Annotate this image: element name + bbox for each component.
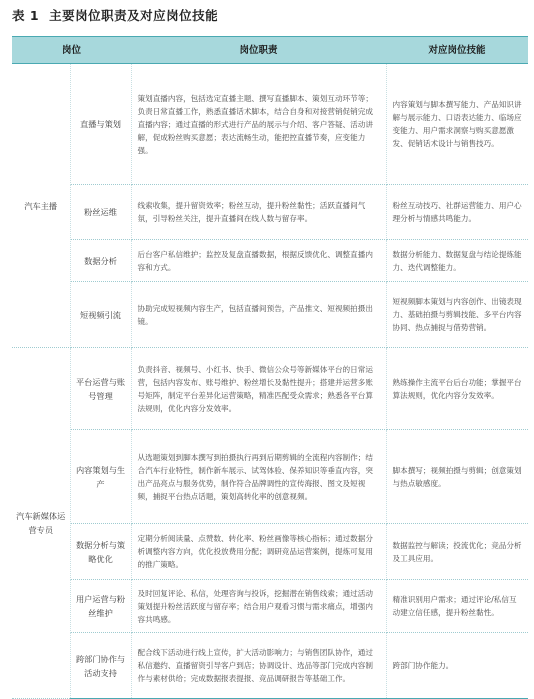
table-header-row (12, 37, 528, 64)
sub-position: 短视频引流 (70, 282, 131, 348)
sub-position: 粉丝运维 (70, 185, 131, 240)
header-duty: 岗位职责 (131, 37, 386, 64)
table-row (12, 185, 528, 240)
sub-position: 内容策划与生产 (70, 430, 131, 524)
duty-cell: 及时回复评论、私信，处理咨询与投诉，挖掘潜在销售线索；通过活动策划提升粉丝活跃度与留存率；结合用户观看习惯与需求痛点，增强内容共鸣感。 (131, 580, 386, 633)
sub-position: 跨部门协作与活动支持 (70, 633, 131, 699)
skill-cell: 熟练操作主流平台后台功能；掌握平台算法规则，优化内容分发效率。 (386, 348, 528, 430)
table-row (12, 240, 528, 282)
sub-position: 用户运营与粉丝维护 (70, 580, 131, 633)
table-row (12, 348, 528, 430)
skill-cell: 脚本撰写；视频拍摄与剪辑；创意策划与热点敏感度。 (386, 430, 528, 524)
group-name: 汽车主播 (12, 64, 70, 348)
table-title: 主要岗位职责及对应岗位技能 (49, 8, 219, 23)
skill-cell: 数据分析能力、数据复盘与结论提炼能力、迭代调整能力。 (386, 240, 528, 282)
table-row (12, 580, 528, 633)
table-row (12, 282, 528, 348)
duty-cell: 从选题策划到脚本撰写到拍摄执行再到后期剪辑的全流程内容制作；结合汽车行业特性，制作新车展示、试驾体验、保养知识等垂直内容，突出产品亮点与服务优势，制作符合品牌调性的宣传海报、图文及短视频，捕捉平台热点话题，策划高转化率的创意视频。 (131, 430, 386, 524)
sub-position: 数据分析 (70, 240, 131, 282)
group-name: 汽车新媒体运营专员 (12, 348, 70, 699)
table-row (12, 633, 528, 699)
sub-position: 平台运营与账号管理 (70, 348, 131, 430)
header-skill: 对应岗位技能 (386, 37, 528, 64)
sub-position: 直播与策划 (70, 64, 131, 185)
duty-cell: 负责抖音、视频号、小红书、快手、微信公众号等新媒体平台的日常运营，包括内容发布、账号维护、粉丝增长及黏性提升；搭建并运营多账号矩阵，制定平台差异化运营策略，精准匹配受众需求；熟悉各平台算法规则，优化内容分发效率。 (131, 348, 386, 430)
duty-cell: 协助完成短视频内容生产，包括直播间预告，产品推文、短视频拍摄出镜。 (131, 282, 386, 348)
duty-cell: 配合线下活动进行线上宣传，扩大活动影响力；与销售团队协作，通过私信邀约、直播留资引导客户到店；协调设计、选品等部门完成内容制作与素材供给；完成数据报表提报、竞品调研报告等基础工作。 (131, 633, 386, 699)
table-row (12, 524, 528, 580)
header-position: 岗位 (12, 37, 131, 64)
duty-cell: 策划直播内容，包括选定直播主题、撰写直播脚本、策划互动环节等；负责日常直播工作，熟悉直播话术脚本，结合自身和对接营销促销完成直播内容；通过直播的形式进行产品的展示与介绍、客户答疑、活动讲解，促成粉丝购买意愿；表达流畅生动，能把控直播节奏，应变能力强。 (131, 64, 386, 185)
skill-cell: 短视频脚本策划与内容创作、出镜表现力、基础拍摄与剪辑技能、多平台内容协同、热点捕捉与借势营销。 (386, 282, 528, 348)
skill-cell: 数据监控与解读；投流优化；竞品分析及工具应用。 (386, 524, 528, 580)
skill-cell: 内容策划与脚本撰写能力、产品知识讲解与展示能力、口语表达能力、临场应变能力、用户需求洞察与购买意愿激发、促销话术设计与销售技巧。 (386, 64, 528, 185)
table-row (12, 64, 528, 185)
duty-cell: 定期分析阅读量、点赞数、转化率、粉丝画像等核心指标；通过数据分析调整内容方向，优化投放费用分配；调研竞品运营案例，提炼可复用的推广策略。 (131, 524, 386, 580)
table-number: 表 1 (12, 8, 40, 23)
duty-skill-table (12, 36, 528, 699)
sub-position: 数据分析与策略优化 (70, 524, 131, 580)
table-caption (12, 6, 218, 24)
duty-cell: 线索收集，提升留资效率；粉丝互动，提升粉丝黏性；活跃直播间气氛，引导粉丝关注，提升直播间在线人数与留存率。 (131, 185, 386, 240)
skill-cell: 跨部门协作能力。 (386, 633, 528, 699)
skill-cell: 粉丝互动技巧、社群运营能力、用户心理分析与情感共鸣能力。 (386, 185, 528, 240)
table-row (12, 430, 528, 524)
duty-cell: 后台客户私信维护；监控及复盘直播数据，根据反馈优化、调整直播内容和方式。 (131, 240, 386, 282)
skill-cell: 精准识别用户需求；通过评论/私信互动建立信任感，提升粉丝黏性。 (386, 580, 528, 633)
